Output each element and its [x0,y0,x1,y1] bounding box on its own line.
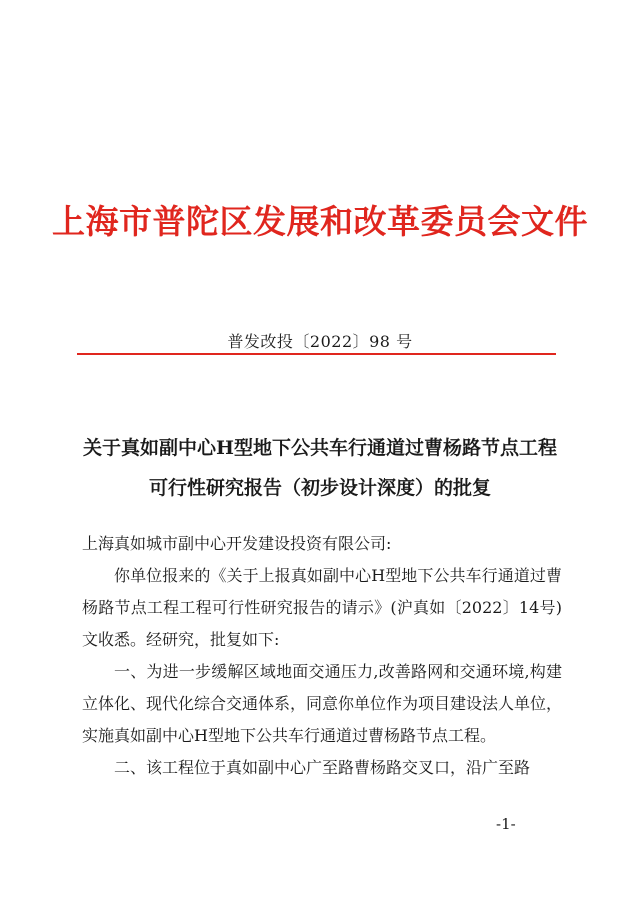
body-paragraph-3: 二、该工程位于真如副中心广至路曹杨路交叉口，沿广至路 [114,758,531,777]
document-number: 普发改投〔2022〕98 号 [227,332,413,351]
document-masthead: 上海市普陀区发展和改革委员会文件 [52,202,588,241]
document-title [0,428,640,508]
document-body [82,528,562,784]
addressee: 上海真如城市副中心开发建设投资有限公司: [82,534,392,553]
title-line-2: 可行性研究报告（初步设计深度）的批复 [148,477,491,499]
red-divider-line [77,353,556,355]
body-paragraph-1: 你单位报来的《关于上报真如副中心H型地下公共车行通道过曹杨路节点工程工程可行性研究报告的请示》(沪真如〔2022〕14号)文收悉。经研究，批复如下: [82,566,562,649]
page-number: -1- [496,815,516,833]
title-line-1: 关于真如副中心H型地下公共车行通道过曹杨路节点工程 [83,437,557,459]
body-paragraph-2: 一、为进一步缓解区域地面交通压力,改善路网和交通环境,构建立体化、现代化综合交通体系，同意你单位作为项目建设法人单位，实施真如副中心H型地下公共车行通道过曹杨路节点工程。 [82,662,563,745]
